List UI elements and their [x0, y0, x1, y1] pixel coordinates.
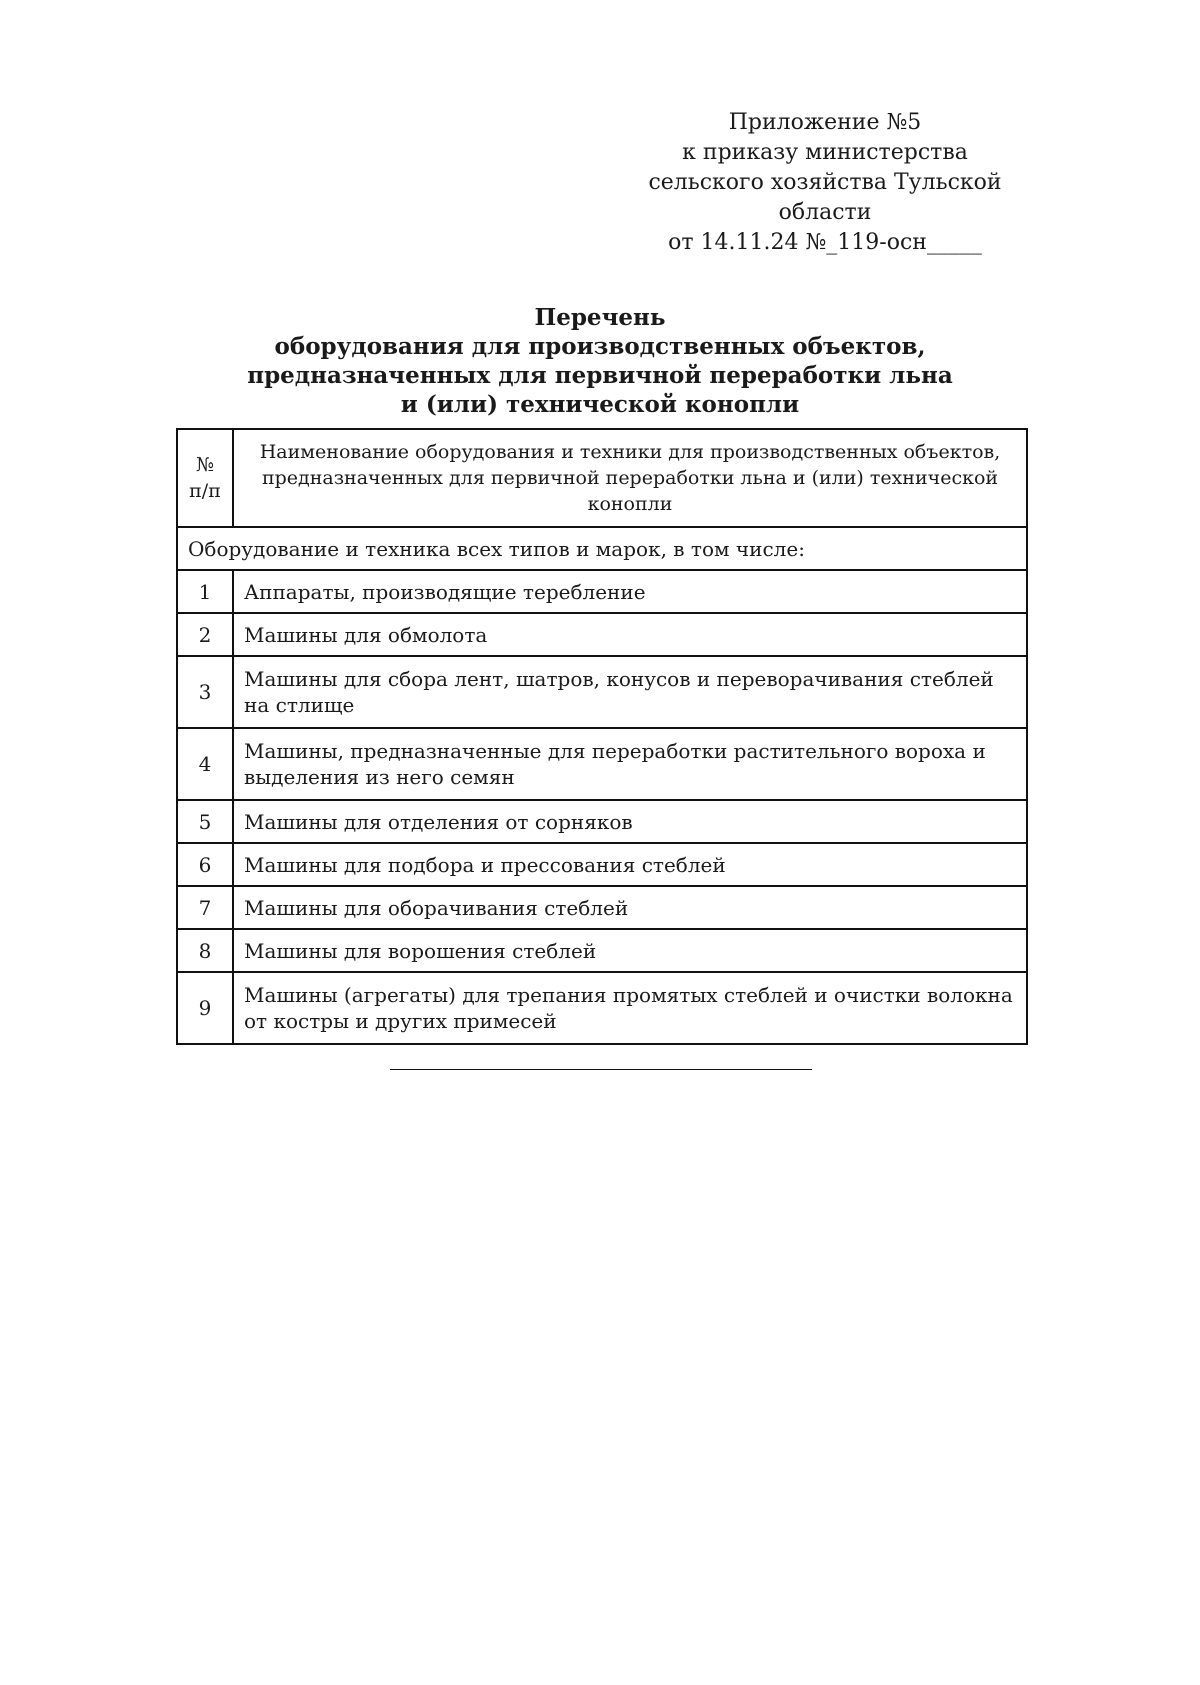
title-line-4: и (или) технической конопли: [400, 391, 800, 418]
table-row: [177, 843, 1027, 886]
row-number: 5: [177, 800, 233, 843]
row-number: 2: [177, 613, 233, 656]
document-title: [150, 303, 1050, 419]
annex-region: области: [778, 200, 872, 225]
equipment-table: [176, 428, 1028, 1045]
row-name: Машины для подбора и прессования стеблей: [233, 843, 1027, 886]
row-number: 4: [177, 728, 233, 800]
table-row: [177, 929, 1027, 972]
row-number: 6: [177, 843, 233, 886]
row-name: Машины для обмолота: [233, 613, 1027, 656]
row-name: Машины, предназначенные для переработки растительного вороха и выделения из него семян: [233, 728, 1027, 800]
row-number: 9: [177, 972, 233, 1044]
header-number-sign: №: [196, 454, 214, 476]
title-line-2: оборудования для производственных объектов,: [274, 333, 926, 360]
header-number-cell: [177, 429, 233, 527]
row-number: 3: [177, 656, 233, 728]
row-name: Машины для отделения от сорняков: [233, 800, 1027, 843]
table-row: [177, 656, 1027, 728]
table-row: [177, 728, 1027, 800]
header-name-cell: Наименование оборудования и техники для производственных объектов, предназначенных для первичной переработки льна и (или) технической конопли: [233, 429, 1027, 527]
row-number: 7: [177, 886, 233, 929]
header-number-abbr: п/п: [189, 480, 221, 502]
annex-order-ref: к приказу министерства: [682, 140, 968, 165]
row-name: Машины для оборачивания стеблей: [233, 886, 1027, 929]
row-name: Машины (агрегаты) для трепания промятых стеблей и очистки волокна от костры и других примесей: [233, 972, 1027, 1044]
group-row-text: Оборудование и техника всех типов и марок, в том числе:: [177, 527, 1027, 570]
annex-title: Приложение №5: [728, 110, 922, 135]
table-row: [177, 886, 1027, 929]
table-row: [177, 570, 1027, 613]
row-name: Машины для сбора лент, шатров, конусов и переворачивания стеблей на стлище: [233, 656, 1027, 728]
annex-ministry: сельского хозяйства Тульской: [648, 170, 1002, 195]
table-row: [177, 972, 1027, 1044]
table-group-row: [177, 527, 1027, 570]
row-number: 1: [177, 570, 233, 613]
title-line-1: Перечень: [534, 304, 666, 331]
row-number: 8: [177, 929, 233, 972]
row-name: Машины для ворошения стеблей: [233, 929, 1027, 972]
table-header-row: [177, 429, 1027, 527]
title-line-3: предназначенных для первичной переработки льна: [247, 362, 953, 389]
row-name: Аппараты, производящие теребление: [233, 570, 1027, 613]
table-row: [177, 613, 1027, 656]
closing-rule: [390, 1069, 812, 1070]
annex-block: [640, 108, 1010, 258]
annex-date-number: от 14.11.24 №_119-осн_____: [668, 230, 982, 255]
table-row: [177, 800, 1027, 843]
